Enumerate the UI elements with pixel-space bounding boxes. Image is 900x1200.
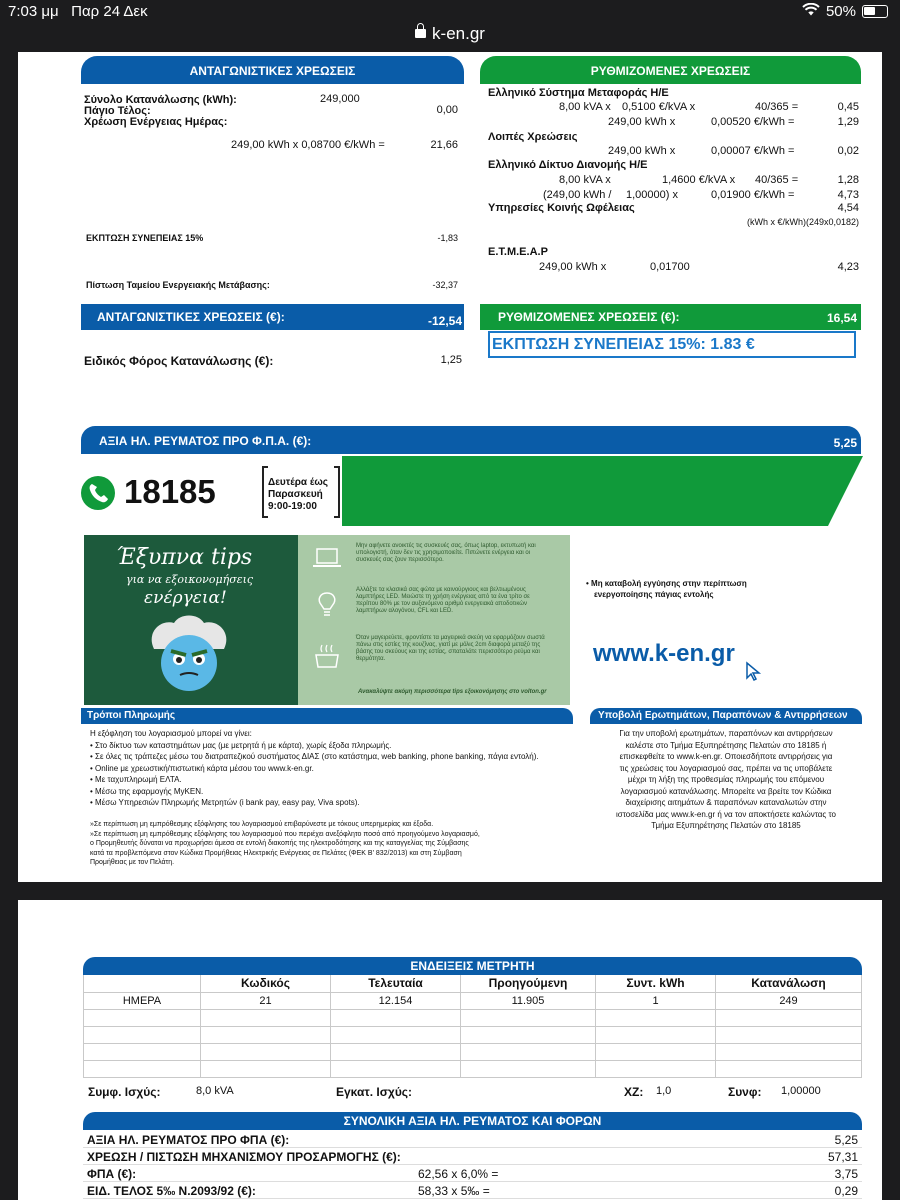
payment-notes: [90, 820, 590, 868]
wifi-icon: [802, 3, 820, 20]
totals-row-calc: 58,33 x 5‰ =: [418, 1184, 490, 1198]
totals-header: ΣΥΝΟΛΙΚΗ ΑΞΙΑ ΗΛ. ΡΕΥΜΑΤΟΣ ΚΑΙ ΦΟΡΩΝ: [83, 1112, 862, 1130]
meter-col-header: Κατανάλωση: [716, 975, 862, 992]
complaints-line: διαχείρισης αιτημάτων & παραπόνων καταναλωτών στην: [625, 798, 827, 807]
complaints-line: τις χρεώσεις του λογαριασμού σας, πρέπει να τις υποβάλετε: [619, 763, 833, 773]
bulb-icon: [316, 591, 338, 619]
complaints-text: [590, 728, 862, 832]
distribution-energy-kwh: (249,00 kWh /: [543, 189, 612, 201]
transmission-label: Ελληνικό Σύστημα Μεταφοράς Η/Ε: [488, 87, 669, 99]
website-link[interactable]: www.k-en.gr: [593, 640, 735, 667]
tips-subtitle-2: ενέργεια!: [144, 588, 227, 608]
etmear-kwh: 249,00 kWh x: [539, 261, 607, 273]
payment-note: »Σε περίπτωση μη εμπρόθεσμης εξόφλησης του λογαριασμού που περιέχει ανεξόφλητο ποσό από προηγούμενο λογαριασμό,: [90, 830, 480, 838]
complaints-header: [590, 708, 862, 724]
transition-fund-credit-label: Πίστωση Ταμείου Ενεργειακής Μετάβασης:: [86, 280, 270, 290]
xz-value: 1,0: [656, 1085, 672, 1097]
fixed-fee-value: 0,00: [436, 104, 458, 116]
address-bar[interactable]: [0, 24, 900, 50]
table-row-empty: [84, 1026, 862, 1043]
regulated-header: ΡΥΘΜΙΖΟΜΕΝΕΣ ΧΡΕΩΣΕΙΣ: [480, 56, 861, 84]
meter-cell: 12.154: [331, 992, 461, 1009]
complaints-line: καλέστε στο Τμήμα Εξυπηρέτησης Πελατών στο 18185 ή: [625, 740, 827, 750]
meter-cell: 1: [596, 992, 716, 1009]
payment-note: ο Προμηθευτής δύναται να προχωρήσει άμεσα σε εντολή διακοπής της ηλεκτροδότησης και της καταγγελίας της Σύμβασης: [90, 840, 469, 847]
pre-vat-value: 5,25: [833, 436, 857, 450]
distribution-power-kva: 8,00 kVA x: [559, 174, 611, 186]
consistency-discount-value: -1,83: [437, 233, 458, 243]
meter-cell: ΗΜΕΡΑ: [84, 992, 201, 1009]
special-tax-label: Ειδικός Φόρος Κατανάλωσης (€):: [84, 354, 274, 368]
complaints-line: ιστοσελίδα μας www.k-en.gr ή να τον αποκτήσετε καλώντας το: [615, 809, 837, 819]
tips-title: Έξυπνα tips: [116, 545, 253, 570]
distribution-energy-rate: 0,01900 €/kWh =: [711, 189, 795, 201]
day-energy-value: 21,66: [430, 139, 458, 151]
table-row-empty: [84, 1009, 862, 1026]
day-energy-label: Χρέωση Ενέργειας Ημέρας:: [84, 116, 228, 128]
meter-col-header: [84, 975, 201, 992]
payment-item: • Στο δίκτυο των καταστημάτων μας (με μετρητά ή με κάρτα), χωρίς έξοδα πληρωμής.: [90, 740, 392, 750]
guarantee-notice-line-1: Μη καταβολή εγγύησης στην περίπτωση: [591, 579, 747, 588]
hours-bracket-right: [334, 466, 340, 518]
battery-icon: [862, 5, 888, 18]
totals-row: [83, 1148, 862, 1165]
competitive-total-label: ΑΝΤΑΓΩΝΙΣΤΙΚΕΣ ΧΡΕΩΣΕΙΣ (€):: [97, 310, 285, 324]
distribution-label: Ελληνικό Δίκτυο Διανομής Η/Ε: [488, 159, 648, 171]
meter-col-header: Τελευταία: [331, 975, 461, 992]
public-service-note: (kWh x €/kWh)(249x0,0182): [746, 217, 859, 227]
table-row: [84, 992, 862, 1009]
transmission-power-rate: 0,5100 €/kVA x: [622, 101, 696, 113]
table-row-empty: [84, 1060, 862, 1077]
payment-title: Τρόποι Πληρωμής: [87, 710, 176, 721]
other-charges-value: 0,02: [837, 145, 859, 157]
payment-header: [81, 708, 573, 724]
totals-row-label: ΦΠΑ (€):: [87, 1167, 137, 1181]
tip-1: Μην αφήνετε ανοικτές τις συσκευές σας, όπως laptop, εκτυπωτή και υπολογιστή, όταν δεν τις χρησιμοποιείτε. Πιπώνετε ενέργεια και οι συσκευές σας ζουν περισσότερο.: [356, 543, 536, 563]
service-hours: [268, 477, 328, 513]
consumption-label: Σύνολο Κατανάλωσης (kWh):: [84, 94, 237, 106]
totals-row: [83, 1182, 862, 1199]
phone-contact[interactable]: [80, 475, 260, 511]
distribution-power-days: 40/365 =: [755, 174, 799, 186]
lock-icon: [415, 29, 426, 38]
meter-cell: 11.905: [461, 992, 596, 1009]
contract-power-value: 8,0 kVA: [196, 1085, 234, 1097]
payment-item: • Σε όλες τις τράπεζες μέσω του διατραπεζικού συστήματος ΔΙΑΣ (στο κατάστημα, web banking, phone banking, πάγια εντολή).: [90, 752, 539, 761]
payment-note: »Σε περίπτωση μη εμπρόθεσμης εξόφλησης του λογαριασμού επιβαρύνεστε με τόκους υπερημερίας και έξοδα.: [90, 821, 434, 828]
day-energy-calc: 249,00 kWh x 0,08700 €/kWh =: [231, 139, 385, 151]
green-banner-shape: [342, 456, 863, 526]
consistency-discount-label: ΕΚΠΤΩΣΗ ΣΥΝΕΠΕΙΑΣ 15%: [86, 233, 204, 243]
pre-vat-bar: [81, 426, 861, 454]
installed-power-label: Εγκατ. Ισχύς:: [336, 1085, 413, 1099]
contract-power-label: Συμφ. Ισχύς:: [88, 1085, 161, 1099]
totals-table: [83, 1131, 862, 1199]
energy-tips-list: [298, 535, 570, 705]
hours-line-2: Παρασκευή: [268, 489, 323, 500]
regulated-total-label: ΡΥΘΜΙΖΟΜΕΝΕΣ ΧΡΕΩΣΕΙΣ (€):: [498, 310, 680, 324]
payment-methods: [90, 728, 590, 809]
public-service-value: 4,54: [837, 202, 859, 214]
totals-row-value: 0,29: [834, 1184, 858, 1198]
special-tax-value: 1,25: [440, 354, 462, 366]
transmission-power-days: 40/365 =: [755, 101, 799, 113]
tips-subtitle: για να εξοικονομήσεις: [126, 573, 254, 586]
totals-row: [83, 1165, 862, 1182]
transmission-energy-value: 1,29: [837, 116, 859, 128]
guarantee-notice-line-2: ενεργοποίησης πάγιας εντολής: [594, 590, 714, 599]
complaints-line: μέχρι τη λήξη της προθεσμίας πληρωμής του επόμενου: [627, 775, 825, 784]
meter-readings-header: ΕΝΔΕΙΞΕΙΣ ΜΕΤΡΗΤΗ: [83, 957, 862, 975]
complaints-title: Υποβολή Ερωτημάτων, Παραπόνων & Αντιρρήσεων: [598, 710, 848, 721]
transmission-power-value: 0,45: [837, 101, 859, 113]
complaints-line: επισκεφθείτε το www.k-en.gr. Οποιεσδήποτε αντιρρήσεις για: [619, 752, 833, 761]
competitive-header: ΑΝΤΑΓΩΝΙΣΤΙΚΕΣ ΧΡΕΩΣΕΙΣ: [81, 56, 464, 84]
other-charges-rate: 0,00007 €/kWh =: [711, 145, 795, 157]
payment-note: Προμήθειας με τον Πελάτη.: [90, 859, 175, 866]
complaints-line: Για την υποβολή ερωτημάτων, παραπόνων και αντιρρήσεων: [619, 729, 833, 738]
pre-vat-label: ΑΞΙΑ ΗΛ. ΡΕΥΜΑΤΟΣ ΠΡΟ Φ.Π.Α. (€):: [99, 434, 312, 448]
consumption-value: 249,000: [320, 93, 360, 105]
tip-3: Όταν μαγειρεύετε, φροντίστε τα μαγειρικά σκεύη να εφαρμόζουν σωστά πάνω στις εστίες της κουζίνας, γιατί με μόλις 2cm διαφορά μεταξύ της βάσης του σκεύους και της εστίας, σπαταλάτε περισσότερο ρεύμα και θερμότητα.: [356, 635, 545, 662]
cursor-icon: [743, 660, 765, 682]
tips-footer: Ανακαλύψτε ακόμη περισσότερα tips εξοικονόμησης στο volton.gr: [358, 689, 547, 695]
power-factor-value: 1,00000: [781, 1085, 821, 1097]
guarantee-notice: • Μη καταβολή εγγύησης στην περίπτωση ενεργοποίησης πάγιας εντολής: [586, 579, 747, 599]
status-time: 7:03 μμ Παρ 24 Δεκ: [8, 3, 148, 20]
mascot-icon: [146, 613, 232, 697]
payment-item: • Με ταχυπληρωμή ΕΛΤΑ.: [90, 775, 182, 784]
totals-row-value: 5,25: [834, 1133, 858, 1147]
transmission-energy-kwh: 249,00 kWh x: [608, 116, 676, 128]
laptop-icon: [312, 547, 342, 569]
complaints-line: Τμήμα Εξυπηρέτησης Πελατών στο 18185: [651, 821, 801, 830]
xz-label: ΧΖ:: [624, 1085, 644, 1099]
totals-row-value: 3,75: [834, 1167, 858, 1181]
cooking-pot-icon: [312, 643, 342, 669]
table-row-empty: [84, 1043, 862, 1060]
meter-col-header: Συντ. kWh: [596, 975, 716, 992]
payment-note: κατά τα προβλεπόμενα στον Κώδικα Προμήθειας Ηλεκτρικής Ενέργειας σε Πελάτες (ΦΕΚ Β' 832/2013) και στη Σύμβαση: [90, 849, 462, 857]
totals-row-calc: 62,56 x 6,0% =: [418, 1167, 499, 1181]
fixed-fee-label: Πάγιο Τέλος:: [84, 105, 151, 117]
distribution-energy-factor: 1,00000) x: [626, 189, 678, 201]
competitive-total-value: -12,54: [427, 314, 462, 328]
bill-page-1: [18, 52, 882, 882]
phone-icon: [80, 475, 116, 511]
hours-line-1: Δευτέρα έως: [268, 477, 328, 488]
transition-fund-credit-value: -32,37: [432, 280, 458, 290]
payment-item: • Online με χρεωστική/πιστωτική κάρτα μέσου του www.k-en.gr.: [90, 763, 314, 773]
phone-number: 18185: [124, 473, 216, 510]
status-bar: [0, 0, 900, 26]
battery-percent: 50%: [825, 3, 856, 20]
url-text: k-en.gr: [432, 24, 485, 43]
payment-item: • Μέσω Υπηρεσιών Πληρωμής Μετρητών (i bank pay, easy pay, Viva spots).: [90, 798, 360, 807]
consistency-discount-box: ΕΚΠΤΩΣΗ ΣΥΝΕΠΕΙΑΣ 15%: 1.83 €: [488, 331, 856, 358]
other-charges-label: Λοιπές Χρεώσεις: [488, 131, 578, 143]
transmission-energy-rate: 0,00520 €/kWh =: [711, 116, 795, 128]
bill-page-2: [18, 900, 882, 1200]
meter-header-row: [84, 975, 862, 992]
meter-col-header: Προηγούμενη: [461, 975, 596, 992]
distribution-energy-value: 4,73: [837, 189, 859, 201]
meter-cell: 249: [716, 992, 862, 1009]
distribution-power-value: 1,28: [837, 174, 859, 186]
totals-row-value: 57,31: [827, 1150, 858, 1164]
etmear-rate: 0,01700: [650, 261, 690, 273]
meter-readings-table: [83, 975, 862, 1078]
status-right: [802, 3, 888, 20]
power-factor-label: Συνφ:: [728, 1085, 762, 1099]
regulated-total-bar: [480, 304, 861, 330]
totals-row-label: ΑΞΙΑ ΗΛ. ΡΕΥΜΑΤΟΣ ΠΡΟ ΦΠΑ (€):: [87, 1133, 290, 1147]
distribution-power-rate: 1,4600 €/kVA x: [662, 174, 736, 186]
payment-intro: Η εξόφληση του λογαριασμού μπορεί να γίνει:: [90, 729, 252, 738]
complaints-line: λογαριασμού κατανάλωσης. Μπορείτε να βρείτε τον Κώδικα: [620, 786, 832, 796]
other-charges-kwh: 249,00 kWh x: [608, 145, 676, 157]
totals-row-label: ΕΙΔ. ΤΕΛΟΣ 5‰ Ν.2093/92 (€):: [87, 1184, 256, 1198]
etmear-label: Ε.Τ.Μ.Ε.Α.Ρ: [488, 246, 548, 258]
hours-line-3: 9:00-19:00: [268, 501, 317, 512]
totals-row-label: ΧΡΕΩΣΗ / ΠΙΣΤΩΣΗ ΜΗΧΑΝΙΣΜΟΥ ΠΡΟΣΑΡΜΟΓΗΣ (€):: [87, 1150, 401, 1164]
regulated-total-value: 16,54: [826, 311, 857, 325]
etmear-value: 4,23: [837, 261, 859, 273]
meter-cell: 21: [201, 992, 331, 1009]
transmission-power-kva: 8,00 kVA x: [559, 101, 611, 113]
competitive-total-bar: [81, 304, 464, 330]
totals-row: [83, 1131, 862, 1148]
energy-tips-chalkboard: [84, 535, 298, 705]
tip-2: Αλλάξτε τα κλασικά σας φώτα με καινούργιους και βελτιωμένους λαμπτήρες LED. Μειώστε τη χρήση ενέργειας από τα ένα τρίτο σε περίπου 80% με τον αυξανόμενο αριθμό ενεργειακά αποδοτικών λαμπτήρων αλογόνου, CFL και LED.: [356, 587, 530, 614]
public-service-label: Υπηρεσίες Κοινής Ωφέλειας: [488, 202, 635, 214]
meter-col-header: Κωδικός: [201, 975, 331, 992]
payment-item: • Μέσω της εφαρμογής MyKEN.: [90, 786, 204, 796]
